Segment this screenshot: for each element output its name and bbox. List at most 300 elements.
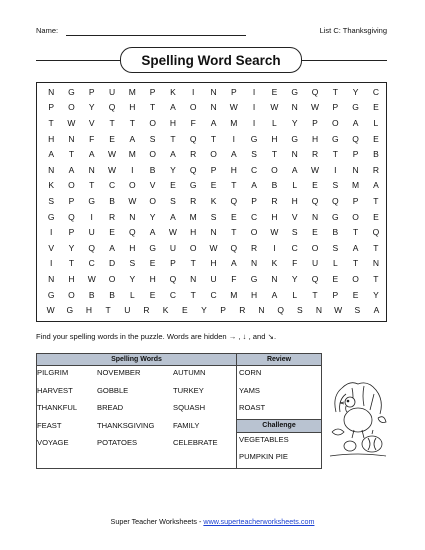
- grid-letter: P: [332, 102, 339, 113]
- grid-letter: F: [190, 117, 196, 128]
- grid-letter: P: [210, 164, 217, 175]
- grid-letter: N: [68, 133, 75, 144]
- grid-letter: T: [48, 117, 54, 128]
- grid-letter: C: [251, 211, 258, 222]
- grid-letter: I: [49, 227, 53, 238]
- grid-letter: V: [291, 211, 298, 222]
- grid-letter: N: [271, 273, 278, 284]
- grid-letter: Y: [129, 273, 136, 284]
- spelling-word: HARVEST: [37, 385, 73, 395]
- grid-letter: A: [230, 258, 237, 269]
- spelling-word: SQUASH: [173, 403, 206, 413]
- grid-letter: T: [109, 117, 115, 128]
- grid-letter: N: [291, 149, 298, 160]
- grid-letter: O: [189, 102, 197, 113]
- grid-letter: F: [292, 258, 298, 269]
- grid-letter: B: [88, 289, 95, 300]
- grid-letter: T: [373, 242, 379, 253]
- grid-letter: B: [373, 149, 379, 160]
- spelling-word: FEAST: [37, 420, 62, 430]
- grid-letter: G: [291, 133, 299, 144]
- grid-letter: W: [108, 149, 117, 160]
- grid-letter: E: [109, 227, 115, 238]
- worksheet-header: [36, 26, 387, 40]
- grid-letter: N: [291, 102, 298, 113]
- grid-letter: S: [251, 149, 257, 160]
- grid-letter: Y: [352, 86, 359, 97]
- grid-letter: N: [129, 211, 136, 222]
- grid-letter: P: [352, 195, 359, 206]
- grid-letter: O: [129, 180, 136, 191]
- grid-letter: I: [90, 211, 93, 222]
- spelling-word: NOVEMBER: [97, 368, 141, 377]
- spelling-words-row: [37, 419, 236, 437]
- spelling-word: GOBBLE: [97, 385, 129, 395]
- grid-letter: H: [271, 133, 278, 144]
- grid-letter: H: [149, 273, 156, 284]
- grid-letter: B: [271, 180, 278, 191]
- grid-letter: S: [332, 180, 339, 191]
- grid-row: [37, 256, 386, 272]
- grid-letter: A: [352, 117, 359, 128]
- grid-letter: Y: [149, 211, 156, 222]
- grid-letter: H: [129, 242, 136, 253]
- spelling-word: AUTUMN: [173, 368, 206, 377]
- turkey-illustration: [328, 372, 388, 468]
- grid-letter: K: [48, 180, 54, 191]
- grid-letter: H: [48, 133, 55, 144]
- grid-letter: V: [48, 242, 54, 253]
- grid-letter: Q: [189, 133, 197, 144]
- grid-letter: U: [210, 273, 217, 284]
- grid-letter: E: [332, 273, 339, 284]
- footer-link[interactable]: www.superteacherworksheets.com: [203, 517, 315, 526]
- grid-letter: H: [169, 117, 176, 128]
- grid-letter: C: [251, 164, 258, 175]
- grid-row: [37, 115, 386, 131]
- grid-letter: B: [332, 227, 339, 238]
- grid-letter: A: [109, 242, 115, 253]
- grid-letter: U: [169, 242, 176, 253]
- spelling-word: POTATOES: [97, 438, 138, 448]
- grid-letter: H: [230, 164, 237, 175]
- grid-row: [37, 271, 386, 287]
- grid-letter: E: [109, 133, 115, 144]
- grid-letter: P: [170, 258, 176, 269]
- grid-letter: B: [109, 195, 115, 206]
- grid-letter: E: [312, 227, 318, 238]
- challenge-header: Challenge: [237, 419, 321, 433]
- grid-letter: T: [210, 133, 217, 144]
- grid-letter: M: [352, 180, 360, 191]
- grid-letter: W: [310, 102, 320, 113]
- spelling-word: VOYAGE: [37, 438, 69, 448]
- grid-letter: N: [48, 273, 55, 284]
- grid-letter: Y: [170, 164, 176, 175]
- spelling-word: THANKFUL: [37, 403, 78, 413]
- grid-letter: O: [149, 195, 156, 206]
- grid-letter: Q: [189, 164, 197, 175]
- grid-letter: L: [129, 289, 135, 300]
- spelling-words-row: [37, 384, 236, 402]
- grid-letter: Y: [201, 305, 207, 316]
- grid-letter: G: [189, 180, 197, 191]
- grid-letter: Y: [68, 242, 75, 253]
- grid-letter: N: [210, 102, 217, 113]
- grid-letter: H: [210, 258, 217, 269]
- grid-letter: A: [291, 164, 298, 175]
- grid-letter: T: [332, 86, 338, 97]
- list-label: List C: Thanksgiving: [319, 26, 387, 35]
- grid-letter: A: [352, 242, 359, 253]
- grid-letter: W: [334, 305, 343, 316]
- grid-letter: L: [292, 180, 298, 191]
- grid-letter: P: [48, 102, 54, 113]
- review-word: ROAST: [239, 403, 266, 413]
- grid-letter: R: [239, 305, 246, 316]
- grid-letter: E: [149, 289, 156, 300]
- grid-letter: Q: [169, 273, 177, 284]
- challenge-word: PUMPKIN PIE: [239, 452, 288, 462]
- grid-letter: N: [251, 258, 258, 269]
- grid-letter: S: [149, 133, 156, 144]
- grid-letter: G: [250, 273, 258, 284]
- grid-letter: P: [251, 195, 257, 206]
- grid-letter: N: [48, 86, 55, 97]
- grid-letter: B: [109, 289, 115, 300]
- grid-letter: O: [149, 117, 156, 128]
- grid-letter: Q: [352, 133, 359, 144]
- grid-letter: Q: [372, 227, 380, 238]
- grid-letter: W: [46, 305, 55, 316]
- grid-letter: O: [250, 227, 258, 238]
- grid-letter: W: [270, 102, 279, 113]
- grid-letter: N: [48, 164, 55, 175]
- grid-letter: O: [331, 117, 339, 128]
- grid-letter: U: [311, 258, 319, 269]
- grid-letter: N: [210, 86, 217, 97]
- grid-letter: N: [315, 305, 323, 316]
- grid-letter: G: [66, 305, 74, 316]
- grid-row: [37, 287, 386, 303]
- grid-letter: S: [296, 305, 303, 316]
- grid-letter: C: [108, 180, 116, 191]
- grid-letter: I: [273, 242, 276, 253]
- footer: [0, 517, 425, 526]
- grid-letter: O: [108, 273, 116, 284]
- grid-letter: G: [250, 133, 258, 144]
- grid-letter: Y: [291, 273, 298, 284]
- grid-letter: E: [352, 289, 359, 300]
- grid-letter: W: [270, 227, 279, 238]
- grid-letter: A: [210, 117, 217, 128]
- grid-letter: N: [352, 164, 359, 175]
- grid-letter: O: [311, 242, 319, 253]
- grid-letter: E: [373, 102, 379, 113]
- grid-letter: N: [311, 211, 319, 222]
- grid-letter: F: [89, 133, 95, 144]
- grid-letter: H: [271, 211, 278, 222]
- grid-letter: R: [143, 305, 150, 316]
- grid-letter: I: [252, 117, 256, 128]
- grid-letter: A: [48, 149, 54, 160]
- grid-letter: P: [68, 227, 75, 238]
- grid-letter: S: [354, 305, 361, 316]
- grid-letter: E: [170, 180, 176, 191]
- grid-letter: P: [332, 289, 339, 300]
- grid-letter: R: [372, 164, 379, 175]
- grid-letter: G: [149, 242, 156, 253]
- grid-letter: G: [47, 211, 55, 222]
- grid-letter: U: [88, 227, 95, 238]
- grid-letter: M: [230, 289, 238, 300]
- grid-row: [37, 84, 386, 100]
- spelling-words-header: Spelling Words: [37, 354, 237, 366]
- grid-letter: N: [372, 258, 379, 269]
- grid-letter: P: [312, 117, 318, 128]
- spelling-word: CELEBRATE: [173, 438, 218, 448]
- grid-letter: A: [373, 180, 379, 191]
- grid-letter: T: [373, 273, 379, 284]
- grid-letter: N: [258, 305, 265, 316]
- grid-letter: I: [49, 258, 53, 269]
- grid-letter: A: [271, 289, 278, 300]
- grid-letter: I: [232, 133, 235, 144]
- grid-letter: M: [230, 117, 238, 128]
- spelling-word: BREAD: [97, 403, 124, 413]
- grid-letter: E: [210, 180, 217, 191]
- grid-letter: O: [210, 149, 217, 160]
- grid-letter: W: [87, 273, 96, 284]
- grid-letter: Y: [88, 102, 95, 113]
- grid-letter: P: [352, 149, 359, 160]
- grid-row: [37, 146, 386, 162]
- grid-letter: W: [67, 117, 76, 128]
- spelling-words-row: [37, 436, 236, 454]
- grid-letter: H: [68, 273, 75, 284]
- page-title: Spelling Word Search: [120, 47, 302, 73]
- grid-letter: R: [190, 149, 197, 160]
- grid-letter: E: [312, 180, 318, 191]
- grid-letter: G: [352, 102, 359, 113]
- grid-row: [37, 193, 386, 209]
- grid-letter: A: [373, 305, 380, 316]
- grid-letter: G: [331, 211, 339, 222]
- grid-letter: Q: [331, 195, 339, 206]
- grid-letter: A: [149, 227, 156, 238]
- grid-letter: C: [291, 242, 298, 253]
- grid-letter: C: [169, 289, 176, 300]
- grid-letter: S: [129, 258, 136, 269]
- grid-letter: H: [291, 195, 298, 206]
- grid-letter: W: [310, 164, 320, 175]
- grid-letter: R: [251, 242, 258, 253]
- grid-letter: M: [189, 211, 197, 222]
- grid-letter: O: [189, 242, 197, 253]
- grid-letter: M: [128, 86, 136, 97]
- grid-letter: L: [332, 258, 338, 269]
- grid-letter: C: [372, 86, 379, 97]
- grid-letter: Q: [277, 305, 284, 316]
- grid-letter: Q: [311, 86, 319, 97]
- grid-letter: S: [332, 242, 339, 253]
- grid-letter: G: [47, 289, 55, 300]
- grid-letter: I: [334, 164, 337, 175]
- grid-row: [37, 209, 386, 225]
- grid-letter: Q: [311, 273, 319, 284]
- grid-letter: Q: [129, 227, 136, 238]
- grid-letter: Q: [108, 102, 116, 113]
- grid-letter: H: [85, 305, 92, 316]
- grid-letter: G: [291, 86, 299, 97]
- grid-row: [37, 240, 386, 256]
- grid-letter: T: [170, 133, 176, 144]
- review-column: [237, 366, 322, 469]
- grid-letter: H: [251, 289, 258, 300]
- grid-letter: P: [68, 195, 75, 206]
- grid-letter: S: [210, 211, 217, 222]
- grid-letter: R: [190, 195, 197, 206]
- grid-letter: T: [271, 149, 278, 160]
- grid-letter: T: [190, 258, 196, 269]
- grid-letter: T: [231, 180, 237, 191]
- grid-letter: S: [291, 227, 298, 238]
- grid-row: [37, 178, 386, 194]
- grid-letter: A: [251, 180, 257, 191]
- grid-letter: A: [170, 102, 176, 113]
- grid-letter: A: [230, 149, 237, 160]
- grid-letter: R: [108, 211, 116, 222]
- grid-letter: T: [231, 227, 237, 238]
- grid-letter: C: [210, 289, 217, 300]
- grid-row: [37, 162, 386, 178]
- grid-letter: O: [68, 180, 75, 191]
- grid-letter: E: [230, 211, 237, 222]
- grid-letter: W: [209, 242, 218, 253]
- grid-letter: O: [68, 102, 75, 113]
- grid-letter: H: [190, 227, 197, 238]
- grid-letter: O: [271, 164, 278, 175]
- grid-letter: O: [149, 149, 156, 160]
- grid-letter: E: [271, 86, 278, 97]
- grid-letter: L: [373, 117, 379, 128]
- review-word: CORN: [239, 368, 262, 377]
- grid-letter: W: [229, 102, 238, 113]
- grid-row: [37, 131, 386, 147]
- grid-letter: S: [48, 195, 54, 206]
- grid-letter: N: [190, 273, 197, 284]
- spelling-words-row: [37, 401, 236, 419]
- grid-letter: P: [149, 86, 156, 97]
- grid-letter: T: [312, 289, 318, 300]
- grid-letter: A: [170, 211, 176, 222]
- grid-letter: N: [210, 227, 217, 238]
- grid-letter: T: [332, 149, 338, 160]
- grid-letter: E: [181, 305, 188, 316]
- word-bank: [36, 353, 322, 469]
- grid-letter: T: [373, 195, 379, 206]
- grid-letter: K: [271, 258, 278, 269]
- challenge-word: VEGETABLES: [239, 434, 289, 444]
- grid-letter: D: [108, 258, 116, 269]
- grid-letter: O: [352, 211, 359, 222]
- review-header: Review: [237, 354, 322, 366]
- grid-letter: I: [252, 102, 256, 113]
- grid-letter: T: [68, 258, 75, 269]
- grid-row: [37, 100, 386, 116]
- grid-letter: I: [192, 86, 195, 97]
- grid-letter: K: [170, 86, 176, 97]
- grid-letter: B: [149, 164, 156, 175]
- grid-letter: G: [68, 86, 75, 97]
- grid-letter: M: [128, 149, 136, 160]
- grid-letter: G: [331, 133, 339, 144]
- grid-letter: U: [108, 86, 116, 97]
- grid-letter: S: [170, 195, 176, 206]
- grid-letter: W: [168, 227, 177, 238]
- grid-letter: L: [292, 289, 298, 300]
- spelling-words-row: [37, 366, 236, 384]
- grid-letter: Q: [88, 242, 96, 253]
- grid-letter: Q: [68, 211, 75, 222]
- grid-letter: H: [311, 133, 319, 144]
- grid-letter: P: [230, 86, 237, 97]
- footer-prefix: Super Teacher Worksheets -: [110, 517, 204, 526]
- grid-letter: R: [271, 195, 278, 206]
- grid-letter: T: [353, 227, 359, 238]
- spelling-word: TURKEY: [173, 385, 204, 395]
- grid-letter: A: [88, 149, 95, 160]
- grid-letter: T: [89, 180, 95, 191]
- name-line[interactable]: [66, 35, 246, 36]
- grid-letter: T: [105, 305, 111, 316]
- grid-letter: A: [129, 133, 136, 144]
- grid-letter: R: [311, 149, 319, 160]
- spelling-words-list: [37, 366, 237, 469]
- grid-letter: E: [149, 258, 156, 269]
- grid-letter: V: [88, 117, 95, 128]
- grid-letter: N: [88, 164, 95, 175]
- review-word: YAMS: [239, 385, 260, 395]
- grid-letter: A: [170, 149, 176, 160]
- grid-letter: L: [272, 117, 277, 128]
- grid-letter: I: [131, 164, 134, 175]
- grid-letter: E: [373, 211, 379, 222]
- grid-letter: Y: [373, 289, 379, 300]
- grid-letter: F: [231, 273, 237, 284]
- grid-letter: I: [252, 86, 256, 97]
- grid-letter: T: [150, 102, 156, 113]
- grid-letter: O: [352, 273, 359, 284]
- grid-letter: Y: [291, 117, 298, 128]
- grid-letter: K: [162, 305, 169, 316]
- grid-letter: W: [128, 195, 137, 206]
- grid-letter: P: [88, 86, 95, 97]
- spelling-word: THANKSGIVING: [97, 420, 155, 430]
- grid-letter: T: [353, 258, 359, 269]
- grid-letter: A: [68, 164, 75, 175]
- grid-letter: C: [88, 258, 95, 269]
- spelling-word: FAMILY: [173, 420, 200, 430]
- grid-letter: U: [124, 305, 131, 316]
- grid-letter: T: [190, 289, 196, 300]
- grid-row: [37, 224, 386, 240]
- grid-letter: Q: [230, 195, 238, 206]
- grid-letter: Q: [311, 195, 319, 206]
- grid-letter: P: [220, 305, 226, 316]
- grid-letter: G: [88, 195, 96, 206]
- spelling-word: PILGRIM: [37, 368, 69, 377]
